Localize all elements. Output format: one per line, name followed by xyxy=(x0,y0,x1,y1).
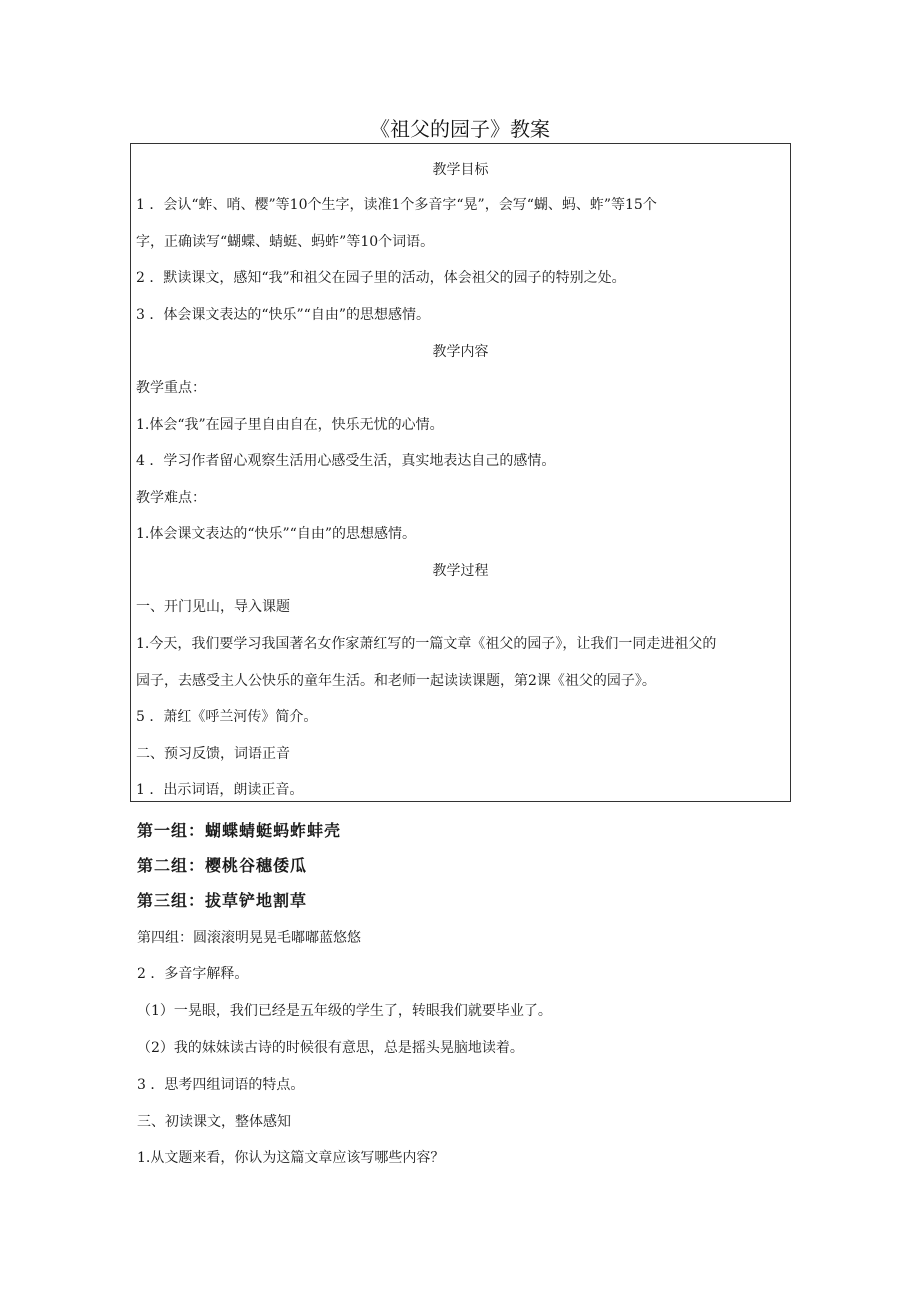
objective-1-line-1: 1 ．会认“蚱、哨、樱”等10个生字，读准1个多音字“晃”，会写“蝴、蚂、蚱”等15个 xyxy=(136,197,657,213)
key-point-2: 4 ．学习作者留心观察生活用心感受生活，真实地表达自己的感情。 xyxy=(136,453,556,469)
lesson-plan-table xyxy=(130,143,791,802)
step-2-item-1: 1 ．出示词语，朗读正音。 xyxy=(136,782,304,798)
step-1-item-2: 5 ．萧红《呼兰河传》简介。 xyxy=(136,709,318,725)
word-group-3: 第三组：拔草铲地割草 xyxy=(137,891,308,910)
difficulty-1: 1.体会课文表达的“快乐”“自由”的思想感情。 xyxy=(136,526,416,542)
key-points-label: 教学重点： xyxy=(136,380,206,396)
step-1-item-1-line-2: 园子，去感受主人公快乐的童年生活。和老师一起读读课题，第2课《祖父的园子》。 xyxy=(136,673,656,689)
step-3-title: 三、初读课文，整体感知 xyxy=(137,1114,291,1130)
process-heading: 教学过程 xyxy=(432,563,489,579)
objective-1-line-2: 字，正确读写“蝴蝶、蜻蜓、蚂蚱”等10个词语。 xyxy=(136,234,435,250)
difficulties-label: 教学难点： xyxy=(136,490,206,506)
step-1-title: 一、开门见山，导入课题 xyxy=(136,599,290,615)
step-1-item-1-line-1: 1.今天，我们要学习我国著名女作家萧红写的一篇文章《祖父的园子》，让我们一同走进祖父的 xyxy=(136,636,717,652)
content-heading: 教学内容 xyxy=(432,344,489,360)
word-group-1: 第一组：蝴蝶蜻蜓蚂蚱蚌壳 xyxy=(137,821,342,840)
page-title: 《祖父的园子》教案 xyxy=(370,117,550,141)
word-group-2: 第二组：樱桃谷穗倭瓜 xyxy=(137,856,308,875)
word-group-4: 第四组：圆滚滚明晃晃毛嘟嘟蓝悠悠 xyxy=(137,930,361,946)
think-item: 3 ．思考四组词语的特点。 xyxy=(137,1077,305,1093)
key-point-1: 1.体会“我”在园子里自由自在，快乐无忧的心情。 xyxy=(136,417,444,433)
step-2-title: 二、预习反馈，词语正音 xyxy=(136,746,290,762)
objective-3: 3 ．体会课文表达的“快乐”“自由”的思想感情。 xyxy=(136,307,430,323)
polyphone-item: 2 ．多音字解释。 xyxy=(137,966,249,982)
step-3-item-1: 1.从文题来看，你认为这篇文章应该写哪些内容？ xyxy=(137,1150,445,1166)
polyphone-example-1: （1）一晃眼，我们已经是五年级的学生了，转眼我们就要毕业了。 xyxy=(137,1003,552,1019)
polyphone-example-2: （2）我的妹妹读古诗的时候很有意思，总是摇头晃脑地读着。 xyxy=(137,1040,524,1056)
objectives-heading: 教学目标 xyxy=(432,162,489,178)
objective-2: 2 ．默读课文，感知“我”和祖父在园子里的活动，体会祖父的园子的特别之处。 xyxy=(136,270,626,286)
